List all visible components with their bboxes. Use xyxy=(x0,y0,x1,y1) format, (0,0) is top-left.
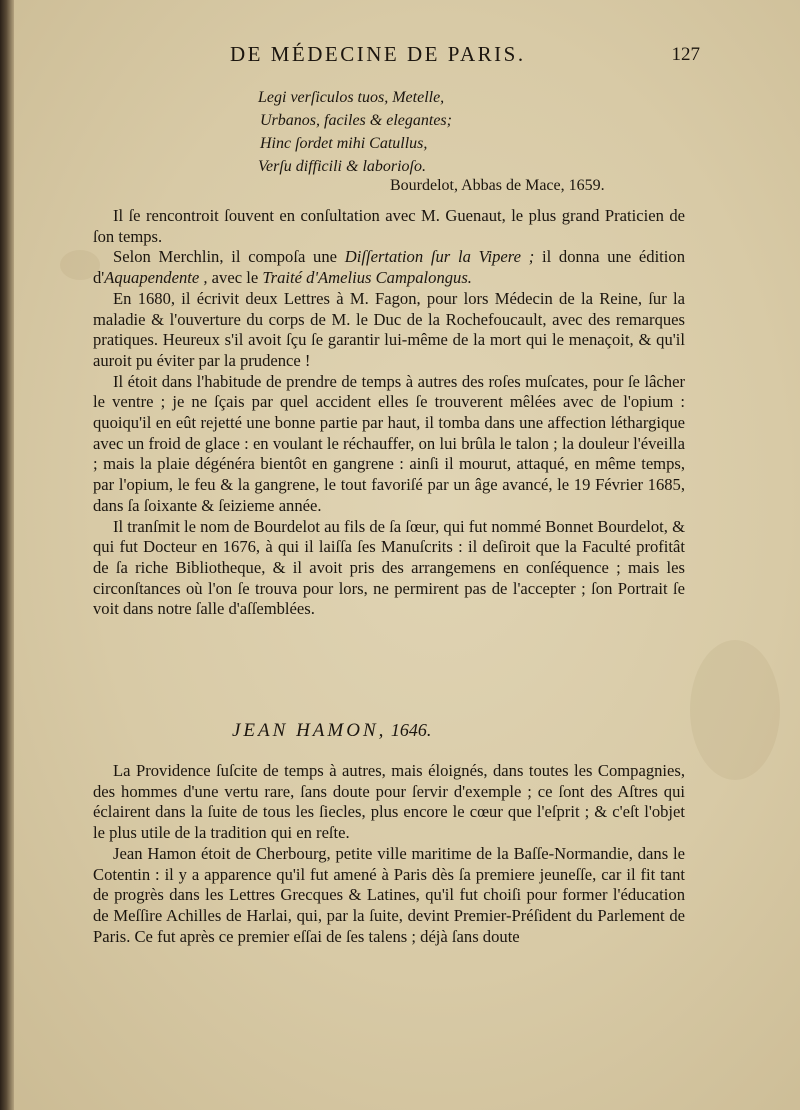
running-header xyxy=(230,42,700,72)
work-title: Diſſertation ſur la Vipere ; xyxy=(344,247,535,267)
paragraph: Il ſe rencontroit ſouvent en conſultation avec M. Guenaut, le plus grand Praticien de ſon temps. xyxy=(93,206,685,246)
paragraph: Il tranſmit le nom de Bourdelot au fils de ſa ſœur, qui fut nommé Bonnet Bourdelot, & qui fut Docteur en 1676, à qui il laiſſa ſes Manuſcrits : il deſiroit que la Faculté profitât de ſa riche Bibliotheque, & il avoit pris des arrangemens en conſéquence ; mais les circonſtances où l'on ſe trouva pour lors, ne permirent pas de l'accepter ; ſon Portrait ſe voit dans notre ſalle d'aſſemblées. xyxy=(93,516,685,619)
section-heading-name: JEAN HAMON, xyxy=(232,720,387,741)
paragraph-text: il donna une édition d' xyxy=(93,247,685,288)
poem-line: Urbanos, faciles & elegantes; xyxy=(260,112,452,129)
book-gutter-shadow xyxy=(0,0,14,1110)
paragraph: Il étoit dans l'habitude de prendre de temps à autres des roſes muſcates, pour ſe lâcher le ventre ; je ne ſçais par quel accident elles ſe trouverent mêlées avec de l'opium : quoiqu'il en eût rejetté une bonne partie par haut, il tomba dans une affection léthargique avec un froid de glace : en voulant le réchauffer, on lui brûla le talon ; la douleur l'éveilla ; mais la plaie dégénéra bientôt en gangrene : ainſi il mourut, attaqué, en même temps, par l'opium, le feu & la gangrene, le tout favoriſé par un âge avancé, le 19 Février 1685, dans ſa ſoixante & ſeizieme année. xyxy=(93,371,685,515)
poem-line: Legi verſiculos tuos, Metelle, xyxy=(258,89,445,106)
latin-epigram xyxy=(258,86,678,178)
paper-stain xyxy=(690,640,780,780)
work-title: Aquapendente , xyxy=(104,268,208,288)
paragraph-text: avec le xyxy=(207,268,263,288)
section-heading xyxy=(232,720,431,742)
section-heading-year: 1646. xyxy=(386,720,432,740)
poem-line: Verſu difficili & laborioſo. xyxy=(258,158,426,175)
paragraph: La Providence ſuſcite de temps à autres, mais éloignés, dans toutes les Compagnies, des hommes d'une vertu rare, ſans doute pour ſervir d'exemple ; ce ſont des Aſtres qui éclairent dans la ſuite de tous les ſiecles, plus encore le cœur que l'eſprit ; & c'eſt l'objet le plus utile de la tradition qui en reſte. xyxy=(93,761,685,843)
paragraph xyxy=(93,247,685,288)
text-block-hamon xyxy=(93,761,685,947)
poem-signature: Bourdelot, Abbas de Mace, 1659. xyxy=(390,177,605,194)
paragraph-text: Selon Merchlin, il compoſa une xyxy=(113,247,345,267)
page-number: 127 xyxy=(671,44,700,65)
work-title: Traité d'Amelius Campalongus. xyxy=(262,268,472,288)
text-block-bourdelot xyxy=(93,206,685,620)
paragraph: En 1680, il écrivit deux Lettres à M. Fagon, pour lors Médecin de la Reine, ſur la maladie & l'ouverture du corps de M. le Duc de la Rochefoucault, avec des remarques pratiques. Heureux s'il avoit ſçu ſe garantir lui-même de la mort qui le menaçoit, & qu'il auroit pu éviter par la prudence ! xyxy=(93,288,685,370)
poem-line: Hinc ſordet mihi Catullus, xyxy=(260,135,428,152)
paragraph: Jean Hamon étoit de Cherbourg, petite ville maritime de la Baſſe-Normandie, dans le Cotentin : il y a apparence qu'il fut amené à Paris dès ſa premiere jeuneſſe, car il fit tant de progrès dans les Lettres Grecques & Latines, qu'il fut choiſi pour former l'éducation de Meſſire Achilles de Harlai, qui, par la ſuite, devint Premier-Préſident du Parlement de Paris. Ce fut après ce premier eſſai de ſes talens ; déjà ſans doute xyxy=(93,843,685,946)
running-title: DE MÉDECINE DE PARIS. xyxy=(230,42,526,66)
